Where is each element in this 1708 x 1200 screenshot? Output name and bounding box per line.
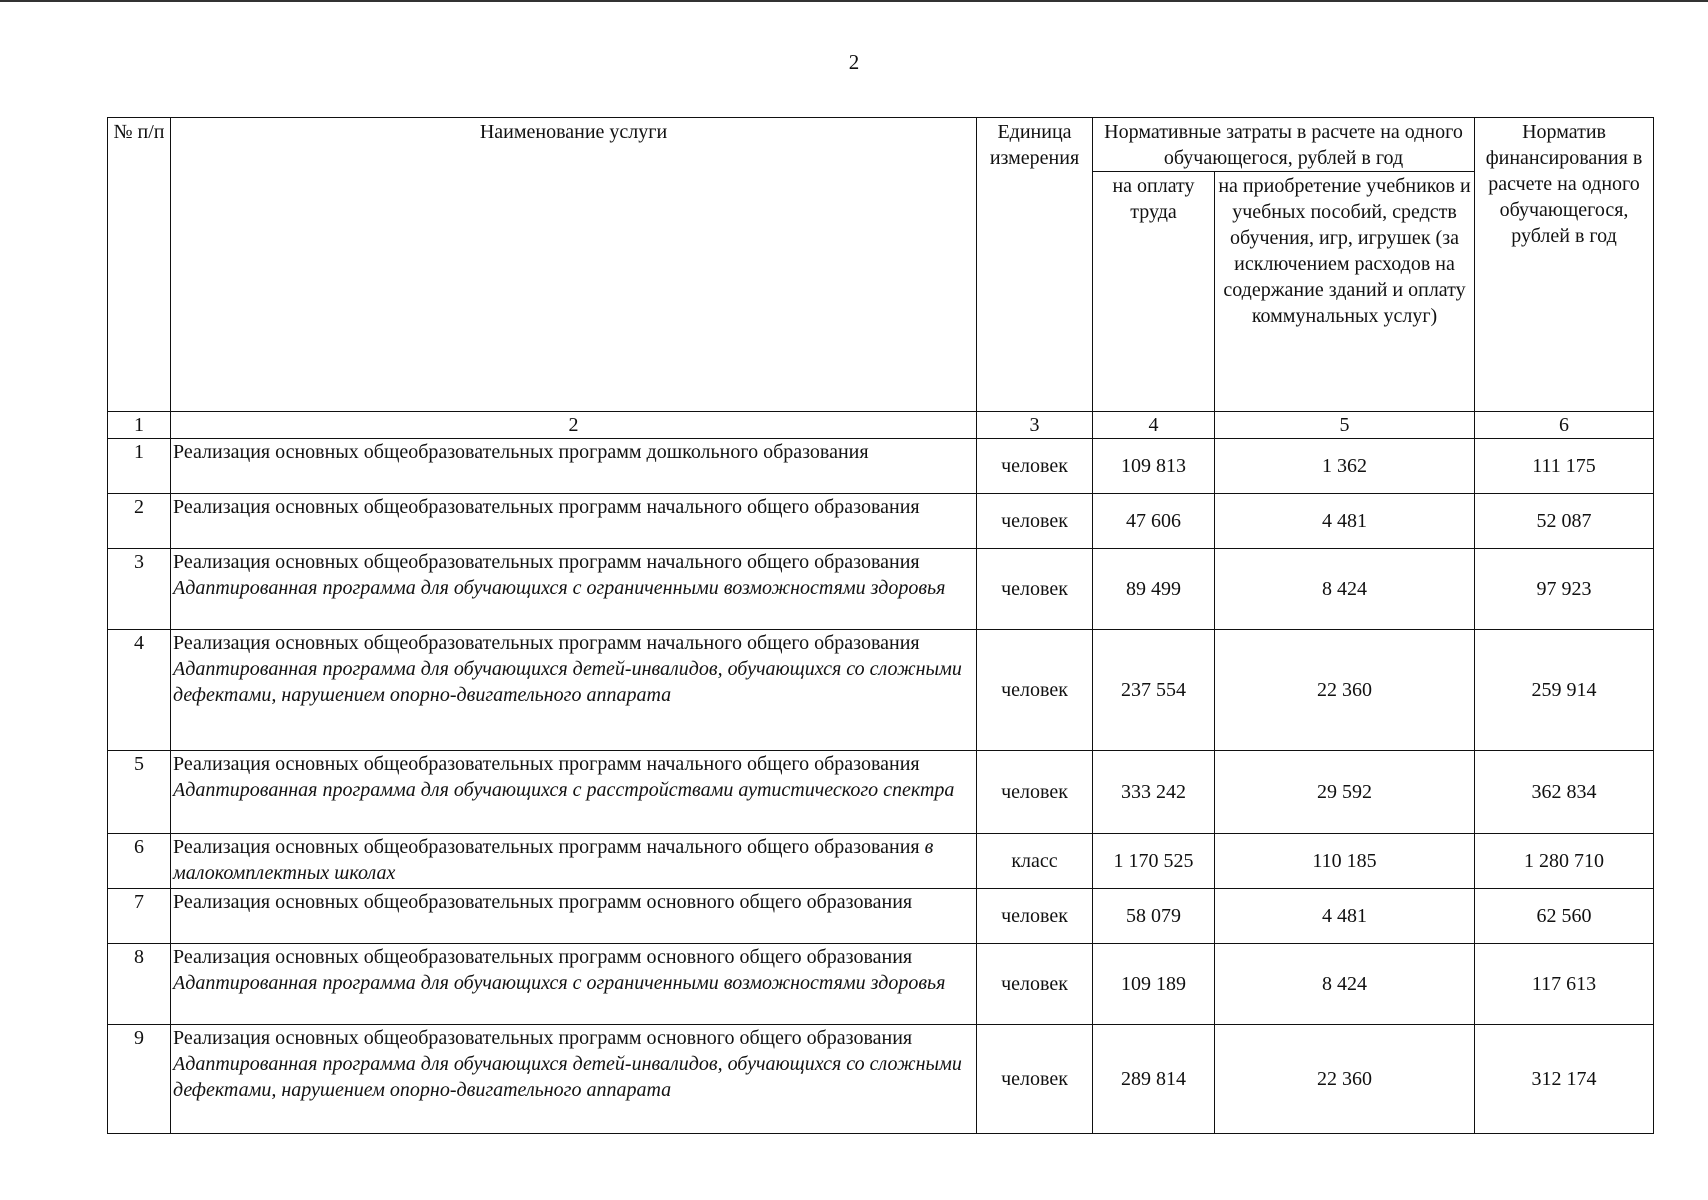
table-row (108, 944, 1654, 1025)
service-name (171, 889, 977, 944)
service-name-qualifier: в малокомплектных школах (173, 836, 934, 884)
header-normative-costs: Нормативные затраты в расчете на одного обучающегося, рублей в год (1093, 118, 1475, 172)
row-number: 8 (108, 944, 171, 1025)
column-number: 1 (108, 412, 171, 439)
labor-cost-cell: 237 554 (1093, 630, 1215, 751)
column-number: 4 (1093, 412, 1215, 439)
table-row (108, 494, 1654, 549)
service-name-text: Реализация основных общеобразовательных программ начального общего образования (173, 753, 920, 775)
header-unit: Единица измерения (977, 118, 1093, 412)
table-row (108, 439, 1654, 494)
table-body (108, 439, 1654, 1134)
row-number: 3 (108, 549, 171, 630)
service-name (171, 549, 977, 630)
unit-cell: человек (977, 1025, 1093, 1134)
materials-cost-cell: 1 362 (1215, 439, 1475, 494)
labor-cost-cell: 58 079 (1093, 889, 1215, 944)
service-name (171, 751, 977, 834)
unit-cell: человек (977, 494, 1093, 549)
service-name-text: Реализация основных общеобразовательных программ дошкольного образования (173, 441, 869, 463)
service-name-text: Реализация основных общеобразовательных программ начального общего образования (173, 632, 920, 654)
service-name-qualifier: Адаптированная программа для обучающихся с ограниченными возможностями здоровья (173, 972, 946, 994)
row-number: 1 (108, 439, 171, 494)
financing-norm-cell: 52 087 (1475, 494, 1654, 549)
financing-norm-cell: 259 914 (1475, 630, 1654, 751)
materials-cost-cell: 29 592 (1215, 751, 1475, 834)
service-name-text: Реализация основных общеобразовательных программ основного общего образования (173, 891, 913, 913)
financing-norm-cell: 1 280 710 (1475, 834, 1654, 889)
row-number: 7 (108, 889, 171, 944)
table-row (108, 834, 1654, 889)
labor-cost-cell: 289 814 (1093, 1025, 1215, 1134)
materials-cost-cell: 110 185 (1215, 834, 1475, 889)
table-row (108, 889, 1654, 944)
top-scan-edge (0, 0, 1708, 2)
column-number: 3 (977, 412, 1093, 439)
service-name (171, 834, 977, 889)
materials-cost-cell: 4 481 (1215, 889, 1475, 944)
header-service-name: Наименование услуги (171, 118, 977, 412)
unit-cell: человек (977, 630, 1093, 751)
materials-cost-cell: 22 360 (1215, 630, 1475, 751)
service-name (171, 630, 977, 751)
service-name (171, 494, 977, 549)
financing-norm-cell: 97 923 (1475, 549, 1654, 630)
unit-cell: класс (977, 834, 1093, 889)
row-number: 9 (108, 1025, 171, 1134)
service-name-text: Реализация основных общеобразовательных программ начального общего образования (173, 496, 920, 518)
service-name-qualifier: Адаптированная программа для обучающихся детей-инвалидов, обучающихся со сложными дефектами, нарушением опорно-двигательного аппарата (173, 658, 962, 706)
financing-norm-cell: 312 174 (1475, 1025, 1654, 1134)
service-name-text: Реализация основных общеобразовательных программ начального общего образования (173, 836, 920, 858)
header-row-1 (108, 118, 1654, 172)
column-number: 5 (1215, 412, 1475, 439)
materials-cost-cell: 8 424 (1215, 549, 1475, 630)
unit-cell: человек (977, 889, 1093, 944)
service-name-qualifier: Адаптированная программа для обучающихся с ограниченными возможностями здоровья (173, 577, 946, 599)
service-name-qualifier: Адаптированная программа для обучающихся детей-инвалидов, обучающихся со сложными дефектами, нарушением опорно-двигательного аппарата (173, 1053, 962, 1101)
service-name (171, 1025, 977, 1134)
materials-cost-cell: 22 360 (1215, 1025, 1475, 1134)
header-materials-costs: на приобретение учебников и учебных пособий, средств обучения, игр, игрушек (за исключением расходов на содержание зданий и оплату коммунальных услуг) (1215, 172, 1475, 412)
service-name-text: Реализация основных общеобразовательных программ основного общего образования (173, 1027, 913, 1049)
row-number: 4 (108, 630, 171, 751)
labor-cost-cell: 109 189 (1093, 944, 1215, 1025)
row-number: 6 (108, 834, 171, 889)
row-number: 5 (108, 751, 171, 834)
materials-cost-cell: 4 481 (1215, 494, 1475, 549)
materials-cost-cell: 8 424 (1215, 944, 1475, 1025)
unit-cell: человек (977, 751, 1093, 834)
table-row (108, 751, 1654, 834)
header-financing-norm: Норматив финансирования в расчете на одного обучающегося, рублей в год (1475, 118, 1654, 412)
financing-norm-cell: 62 560 (1475, 889, 1654, 944)
page-number: 2 (848, 50, 860, 74)
financing-norm-cell: 111 175 (1475, 439, 1654, 494)
table-row (108, 549, 1654, 630)
financing-norms-table (107, 117, 1654, 1134)
header-labor-costs: на оплату труда (1093, 172, 1215, 412)
labor-cost-cell: 89 499 (1093, 549, 1215, 630)
column-number: 6 (1475, 412, 1654, 439)
table-row (108, 630, 1654, 751)
column-number: 2 (171, 412, 977, 439)
service-name (171, 439, 977, 494)
labor-cost-cell: 1 170 525 (1093, 834, 1215, 889)
service-name (171, 944, 977, 1025)
labor-cost-cell: 109 813 (1093, 439, 1215, 494)
unit-cell: человек (977, 944, 1093, 1025)
financing-norm-cell: 117 613 (1475, 944, 1654, 1025)
service-name-text: Реализация основных общеобразовательных программ начального общего образования (173, 551, 920, 573)
row-number: 2 (108, 494, 171, 549)
service-name-qualifier: Адаптированная программа для обучающихся с расстройствами аутистического спектра (173, 779, 955, 801)
service-name-text: Реализация основных общеобразовательных программ основного общего образования (173, 946, 913, 968)
labor-cost-cell: 47 606 (1093, 494, 1215, 549)
labor-cost-cell: 333 242 (1093, 751, 1215, 834)
column-numbers-row (108, 412, 1654, 439)
header-no: № п/п (108, 118, 171, 412)
table-row (108, 1025, 1654, 1134)
financing-norm-cell: 362 834 (1475, 751, 1654, 834)
unit-cell: человек (977, 549, 1093, 630)
unit-cell: человек (977, 439, 1093, 494)
